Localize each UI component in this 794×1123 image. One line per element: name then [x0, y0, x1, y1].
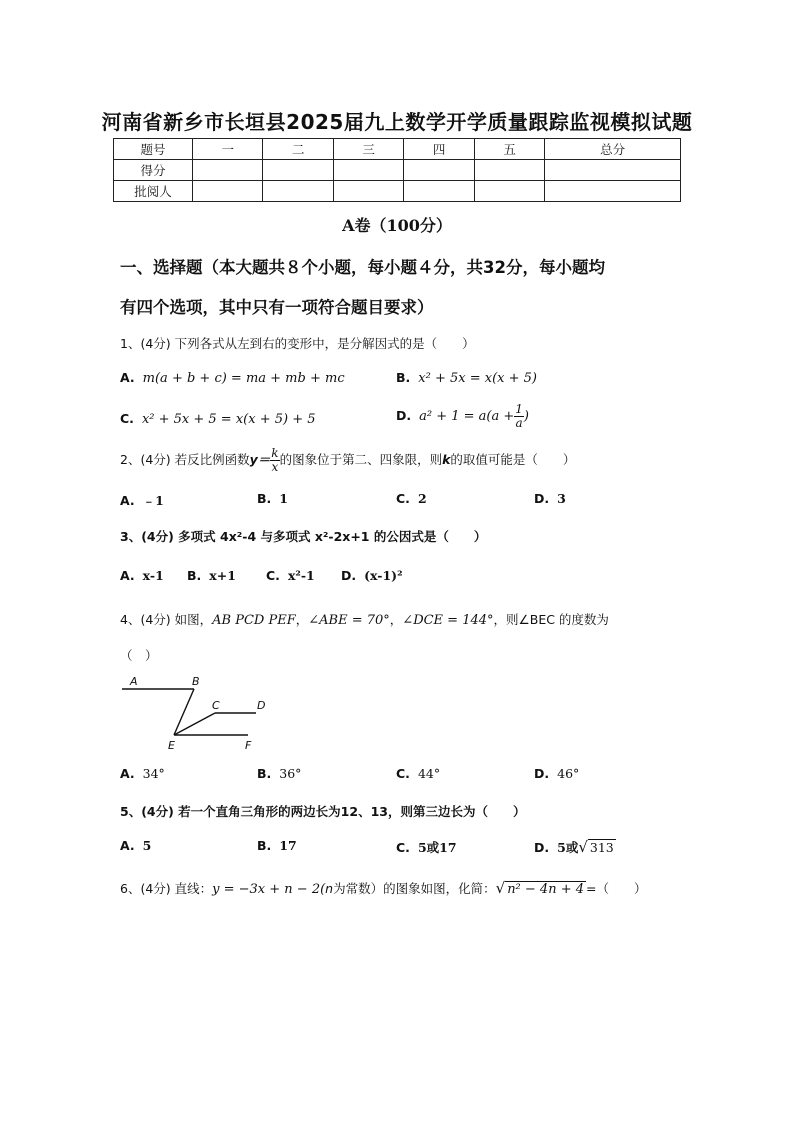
q6-equation: y = −3x + n − 2(	[212, 882, 326, 897]
q1-option-c[interactable]	[120, 411, 316, 427]
grader-row	[114, 181, 681, 202]
q3-option-d[interactable]	[341, 568, 403, 583]
q5-option-c[interactable]	[396, 838, 457, 856]
option-text: a² + 1 = a(a +	[419, 409, 515, 424]
score-cell[interactable]	[474, 160, 544, 181]
option-text: ﹣1	[142, 493, 164, 508]
sqrt-radicand: 313	[589, 840, 614, 855]
option-text: 34°	[142, 766, 165, 781]
point-label-b: B	[192, 675, 200, 688]
option-label: C.	[396, 766, 410, 781]
q5-option-b[interactable]	[257, 838, 297, 853]
score-cell[interactable]	[193, 160, 263, 181]
score-row	[114, 160, 681, 181]
option-text: 44°	[417, 766, 441, 781]
line-be	[174, 689, 194, 735]
option-text: m(a + b + c) = ma + mb + mc	[142, 371, 345, 386]
option-text: x² + 5x = x(x + 5)	[418, 371, 537, 386]
option-text: 2	[417, 491, 427, 506]
grader-cell[interactable]	[263, 181, 333, 202]
q4-angle-dce: ∠DCE = 144°	[402, 613, 494, 628]
header-cell: 四	[404, 139, 474, 160]
q3-option-b[interactable]	[187, 568, 236, 583]
option-text: 46°	[557, 766, 580, 781]
header-cell: 总分	[545, 139, 681, 160]
score-table-header-row	[114, 139, 681, 160]
q3-option-a[interactable]	[120, 568, 164, 583]
option-label: A.	[120, 568, 135, 583]
fraction	[514, 403, 524, 430]
q5-stem-text: 5、(4分) 若一个直角三角形的两边长为12、13，则第三边长为（ ）	[120, 804, 526, 819]
point-label-c: C	[212, 699, 220, 712]
grader-cell[interactable]	[193, 181, 263, 202]
option-label: A.	[120, 766, 135, 781]
q2-option-b[interactable]	[257, 491, 288, 506]
q2-k: k	[442, 452, 451, 467]
option-text: x² + 5x + 5 = x(x + 5) + 5	[141, 412, 316, 427]
q4-option-d[interactable]	[534, 766, 579, 781]
q2-stem-mid: 的图象位于第二、四象限，则	[279, 452, 443, 467]
q6-stem-pre: 6、(4分) 直线：	[120, 881, 213, 896]
option-label: A.	[120, 493, 135, 508]
q1-option-d[interactable]	[396, 403, 529, 430]
option-text: (x-1)²	[364, 568, 403, 583]
option-label: B.	[257, 491, 272, 506]
option-text: 5	[142, 838, 152, 853]
header-cell: 五	[474, 139, 544, 160]
q4-option-b[interactable]	[257, 766, 301, 781]
point-label-a: A	[130, 675, 138, 688]
option-label: C.	[120, 411, 134, 426]
sqrt-radicand: n² − 4n + 4	[507, 882, 585, 897]
question-6-stem	[120, 879, 647, 897]
score-cell[interactable]	[545, 160, 681, 181]
header-cell: 三	[333, 139, 403, 160]
header-cell: 一	[193, 139, 263, 160]
question-2-stem	[120, 447, 575, 474]
q4-answer-paren: （ ）	[120, 648, 158, 663]
sqrt-icon: √	[578, 838, 588, 856]
q4-option-a[interactable]	[120, 766, 165, 781]
q3-stem-text: 3、(4分) 多项式 4x²-4 与多项式 x²-2x+1 的公因式是（ ）	[120, 529, 487, 544]
option-text-close: )	[523, 409, 529, 424]
q5-option-d[interactable]	[534, 838, 616, 856]
roll-title: A卷（100分）	[342, 216, 452, 235]
option-text: 17	[279, 838, 297, 853]
q3-option-c[interactable]	[266, 568, 315, 583]
score-table	[113, 138, 681, 202]
q6-stem-post: =（ ）	[586, 881, 647, 896]
option-text: x²-1	[287, 568, 315, 583]
score-cell[interactable]	[333, 160, 403, 181]
option-label: C.	[266, 568, 280, 583]
option-label: D.	[341, 568, 357, 583]
section-heading-line1: 一、选择题（本大题共８个小题，每小题４分，共32分，每小题均	[120, 258, 605, 277]
header-cell: 题号	[114, 139, 193, 160]
q2-option-c[interactable]	[396, 491, 427, 506]
option-label: B.	[257, 766, 272, 781]
fraction-numerator: 1	[515, 402, 523, 416]
q4-figure	[120, 672, 270, 754]
option-text: 36°	[279, 766, 302, 781]
row-label: 得分	[114, 160, 193, 181]
q4-parallel: AB PCD PEF	[212, 613, 296, 628]
option-label: D.	[534, 766, 550, 781]
option-label: C.	[396, 840, 410, 855]
question-4-stem: 4、(4分) 如图，AB PCD PEF，∠ABE = 70°，∠DCE = 144°，则∠BEC 的度数为	[120, 612, 609, 628]
q1-option-a[interactable]	[120, 370, 345, 386]
section-heading-line2: 有四个选项，其中只有一项符合题目要求）	[120, 298, 434, 317]
option-label: C.	[396, 491, 410, 506]
score-cell[interactable]	[404, 160, 474, 181]
fraction	[270, 447, 279, 474]
option-text: 3	[557, 491, 566, 506]
row-label: 批阅人	[114, 181, 193, 202]
option-text: x-1	[142, 568, 164, 583]
exam-title: 河南省新乡市长垣县2025届九上数学开学质量跟踪监视模拟试题	[101, 110, 693, 134]
line-ce	[174, 713, 215, 735]
option-label: D.	[396, 408, 412, 423]
q4-angle-abe: ∠ABE = 70°	[308, 613, 390, 628]
grader-cell[interactable]	[474, 181, 544, 202]
q4-option-c[interactable]	[396, 766, 440, 781]
grader-cell[interactable]	[404, 181, 474, 202]
point-label-f: F	[245, 739, 252, 752]
q5-option-a[interactable]	[120, 838, 151, 853]
fraction-numerator: k	[271, 446, 279, 460]
q2-option-d[interactable]	[534, 491, 566, 506]
question-5-stem	[120, 802, 525, 820]
option-label: A.	[120, 370, 135, 385]
grader-cell[interactable]	[545, 181, 681, 202]
q6-stem-mid: 为常数）的图象如图，化简：	[333, 881, 496, 896]
fraction-denominator: a	[515, 416, 523, 430]
q1-option-b[interactable]	[396, 370, 537, 386]
option-label: A.	[120, 838, 135, 853]
q2-stem-post: 的取值可能是（ ）	[450, 452, 576, 467]
option-text: 5或17	[417, 840, 457, 855]
q2-stem-pre: 2、(4分) 若反比例函数	[120, 452, 250, 467]
option-label: D.	[534, 840, 550, 855]
q2-option-a[interactable]	[120, 491, 164, 509]
score-cell[interactable]	[263, 160, 333, 181]
option-label: B.	[257, 838, 272, 853]
question-1-stem: 1、(4分) 下列各式从左到右的变形中，是分解因式的是（ ）	[120, 336, 475, 351]
grader-cell[interactable]	[333, 181, 403, 202]
option-label: B.	[187, 568, 202, 583]
q4-stem-post: ，则∠BEC 的度数为	[493, 612, 609, 627]
point-label-d: D	[257, 699, 266, 712]
header-cell: 二	[263, 139, 333, 160]
fraction-denominator: x	[271, 460, 279, 474]
option-text: 5或	[557, 840, 579, 855]
option-label: B.	[396, 370, 411, 385]
option-text: x+1	[209, 568, 236, 583]
sqrt-icon: √	[495, 879, 506, 897]
question-3-stem	[120, 527, 486, 545]
q4-stem-pre: 4、(4分) 如图，	[120, 612, 213, 627]
point-label-e: E	[168, 739, 175, 752]
q2-y-eq: y＝	[249, 452, 271, 467]
option-label: D.	[534, 491, 550, 506]
q6-n: n	[325, 881, 334, 896]
option-text: 1	[279, 491, 288, 506]
